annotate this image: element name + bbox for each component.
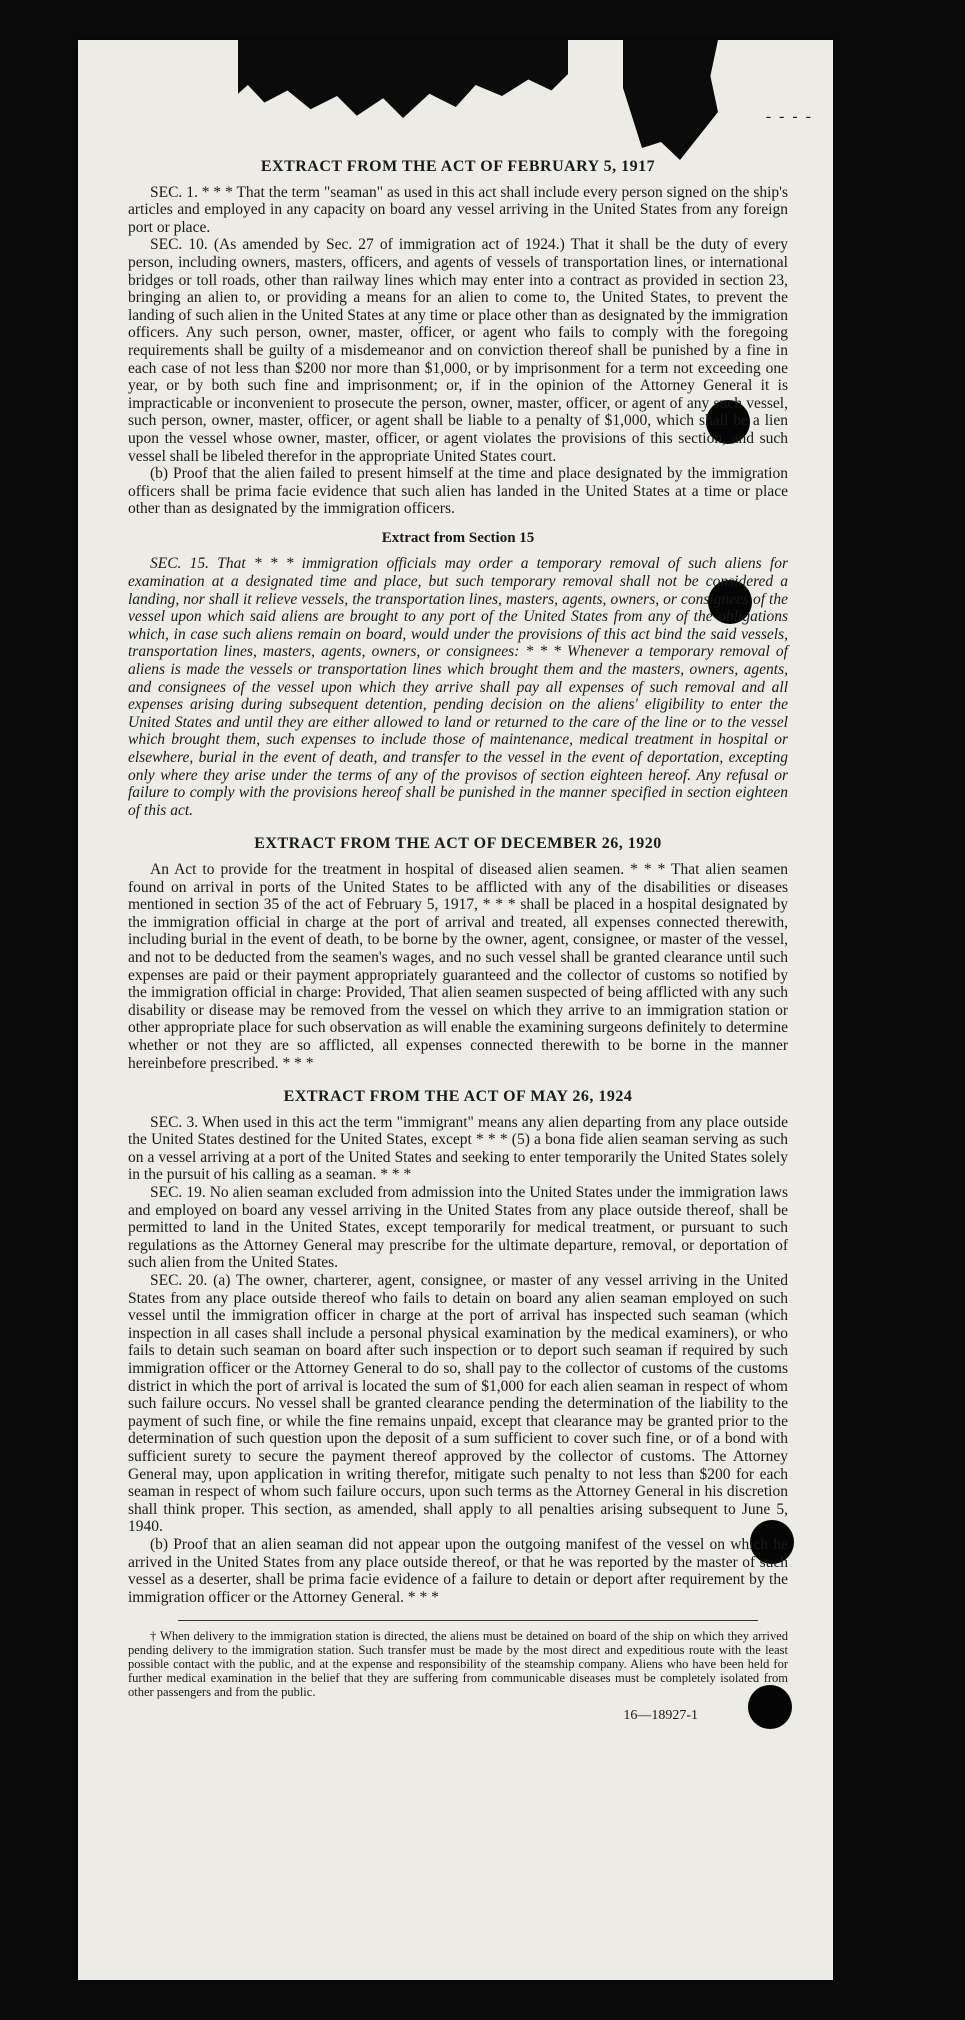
document-body [128, 158, 788, 1725]
torn-edge [238, 40, 568, 140]
section-15-text: SEC. 15. That * * * immigration officials may order a temporary removal of such aliens for examination at a designated time and place, but such temporary removal shall not be considered a landing, nor shall it relieve vessels, the transportation lines, masters, agents, owners, or consignees of the vessel upon which said aliens are brought to any port of the United States from any of the obligations which, in case such aliens remain on board, would under the provisions of this act bind the said vessels, transportation lines, masters, agents, owners, or consignees: * * * Whenever a temporary removal of aliens is made the vessels or transportation lines which brought them and the masters, owners, agents, and consignees of the vessel upon which they arrive shall pay all expenses of such removal and all expenses arising during subsequent detention, pending decision on the aliens' eligibility to enter the United States and until they are either allowed to land or returned to the care of the line or to the vessel which brought them, such expenses to include those of maintenance, medical treatment in hospital or elsewhere, burial in the event of death, and transfer to the vessel in the event of deportation, excepting only where they arise under the terms of any of the provisos of section eighteen hereof. Any refusal or failure to comply with the provisions hereof shall be punished in the manner specified in section eighteen of this act. [128, 555, 788, 819]
heading-act-1920: EXTRACT FROM THE ACT OF DECEMBER 26, 1920 [254, 835, 662, 853]
form-number: 16—18927-1 [623, 1708, 698, 1724]
act-1924-sec-3: SEC. 3. When used in this act the term "immigrant" means any alien departing from any place outside the United States destined for the United States, except * * * (5) a bona fide alien seaman serving as such on a vessel arriving at a port of the United States and seeking to enter temporarily the United States solely in the pursuit of his calling as a seaman. * * * [128, 1113, 788, 1184]
footnote-divider [178, 1620, 758, 1621]
act-1920-text: An Act to provide for the treatment in hospital of diseased alien seamen. * * * That alien seamen found on arrival in ports of the United States to be afflicted with any of the disabilities or diseases mentioned in section 35 of the act of February 5, 1917, * * * shall be placed in a hospital designated by the immigration official in charge at the port of arrival and treated, all expenses connected therewith, including burial in the event of death, to be borne by the owner, agent, consignee, or master of the vessel, and not to be deducted from the seamen's wages, and no such vessel shall be granted clearance until such expenses are paid or their payment appropriately guaranteed and the collector of customs so notified by the immigration official in charge: Provided, That alien seamen suspected of being afflicted with any such disability or disease may be removed from the vessel on which they arrive to an immigration station or other appropriate place for such observation as will enable the examining surgeons definitely to determine whether or not they are so afflicted, all expenses connected therewith to be borne in the manner hereinbefore prescribed. * * * [128, 860, 788, 1072]
footnote: † When delivery to the immigration station is directed, the aliens must be detained on board of the ship on which they arrived pending delivery to the immigration station. Such transfer must be made by the most direct and expeditious route with the least possible contact with the public, and at the expense and responsibility of the steamship company. Aliens who have been held for further medical examination in the belief that they are suffering from communicable diseases must be completely isolated from other passengers and from the public. [128, 1629, 788, 1700]
act-1924-sec-19: SEC. 19. No alien seaman excluded from admission into the United States under the immigration laws and employed on board any vessel arriving in the United States from any place outside thereof, shall be permitted to land in the United States, except temporarily for medical treatment, or pursuant to such regulations as the Attorney General may prescribe for the ultimate departure, removal, or deportation of such alien from the United States. [128, 1184, 788, 1272]
act-1917-sec-10a: SEC. 10. (As amended by Sec. 27 of immigration act of 1924.) That it shall be the duty of every person, including owners, masters, officers, and agents of vessels of transportation lines, or international bridges or toll roads, other than railway lines which may enter into a contract as provided in section 23, bringing an alien to, or providing a means for an alien to come to, the United States, to prevent the landing of such alien in the United States at any time or place other than as designated by the immigration officers. Any such person, owner, master, officer, or agent who fails to comply with the foregoing requirements shall be guilty of a misdemeanor and on conviction thereof shall be punished by a fine in each case of not less than $200 nor more than $1,000, or by imprisonment for a term not exceeding one year, or by both such fine and imprisonment; or, if in the opinion of the Attorney General it is impracticable or inconvenient to prosecute the person, owner, master, officer, or agent of any such vessel, such person, owner, master, officer, or agent shall be liable to a penalty of $1,000, which shall be a lien upon the vessel whose owner, master, officer, or agent violates the provisions of this section, and such vessel shall be libeled therefor in the appropriate United States court. [128, 236, 788, 465]
heading-act-1917: EXTRACT FROM THE ACT OF FEBRUARY 5, 1917 [260, 158, 656, 175]
document-page [78, 40, 833, 1980]
act-1924-sec-20a: SEC. 20. (a) The owner, charterer, agent, consignee, or master of any vessel arriving in the United States from any place outside thereof who fails to detain on board any alien seaman employed on such vessel until the immigration officer in charge at the port of arrival has inspected such seaman (which inspection in all cases shall include a personal physical examination by the medical examiners), or who fails to detain such seaman on board after such inspection or to deport such seaman if required by such immigration officer or the Attorney General to do so, shall pay to the collector of customs of the customs district in which the port of arrival is located the sum of $1,000 for each alien seaman in respect of whom such failure occurs. No vessel shall be granted clearance pending the determination of the liability to the payment of such fine, or while the fine remains unpaid, except that clearance may be granted prior to the determination of such question upon the deposit of a sum sufficient to cover such fine, or of a bond with sufficient surety to secure the payment thereof approved by the collector of customs. The Attorney General may, upon application in writing therefor, mitigate such penalty to not less than $200 for each seaman in respect of whom such failure occurs, upon such terms as the Attorney General in his discretion shall think proper. This section, as amended, shall apply to all penalties arising subsequent to June 5, 1940. [128, 1272, 788, 1536]
heading-section-15: Extract from Section 15 [381, 529, 535, 546]
heading-act-1924: EXTRACT FROM THE ACT OF MAY 26, 1924 [283, 1088, 633, 1106]
corner-mark: - - - - [765, 108, 813, 125]
act-1924-sec-20b: (b) Proof that an alien seaman did not appear upon the outgoing manifest of the vessel on which he arrived in the United States from any place outside thereof, or that he was reported by the master of such vessel as a deserter, shall be prima facie evidence of a failure to detain or deport after requirement by the immigration officer or the Attorney General. * * * [128, 1535, 788, 1606]
act-1917-sec-1: SEC. 1. * * * That the term "seaman" as used in this act shall include every person signed on the ship's articles and employed in any capacity on board any vessel arriving in the United States from any foreign port or place. [128, 183, 788, 236]
act-1917-sec-10b: (b) Proof that the alien failed to present himself at the time and place designated by the immigration officers shall be prima facie evidence that such alien has landed in the United States at a time or place other than as designated by the immigration officers. [128, 465, 788, 518]
torn-edge [623, 40, 718, 160]
